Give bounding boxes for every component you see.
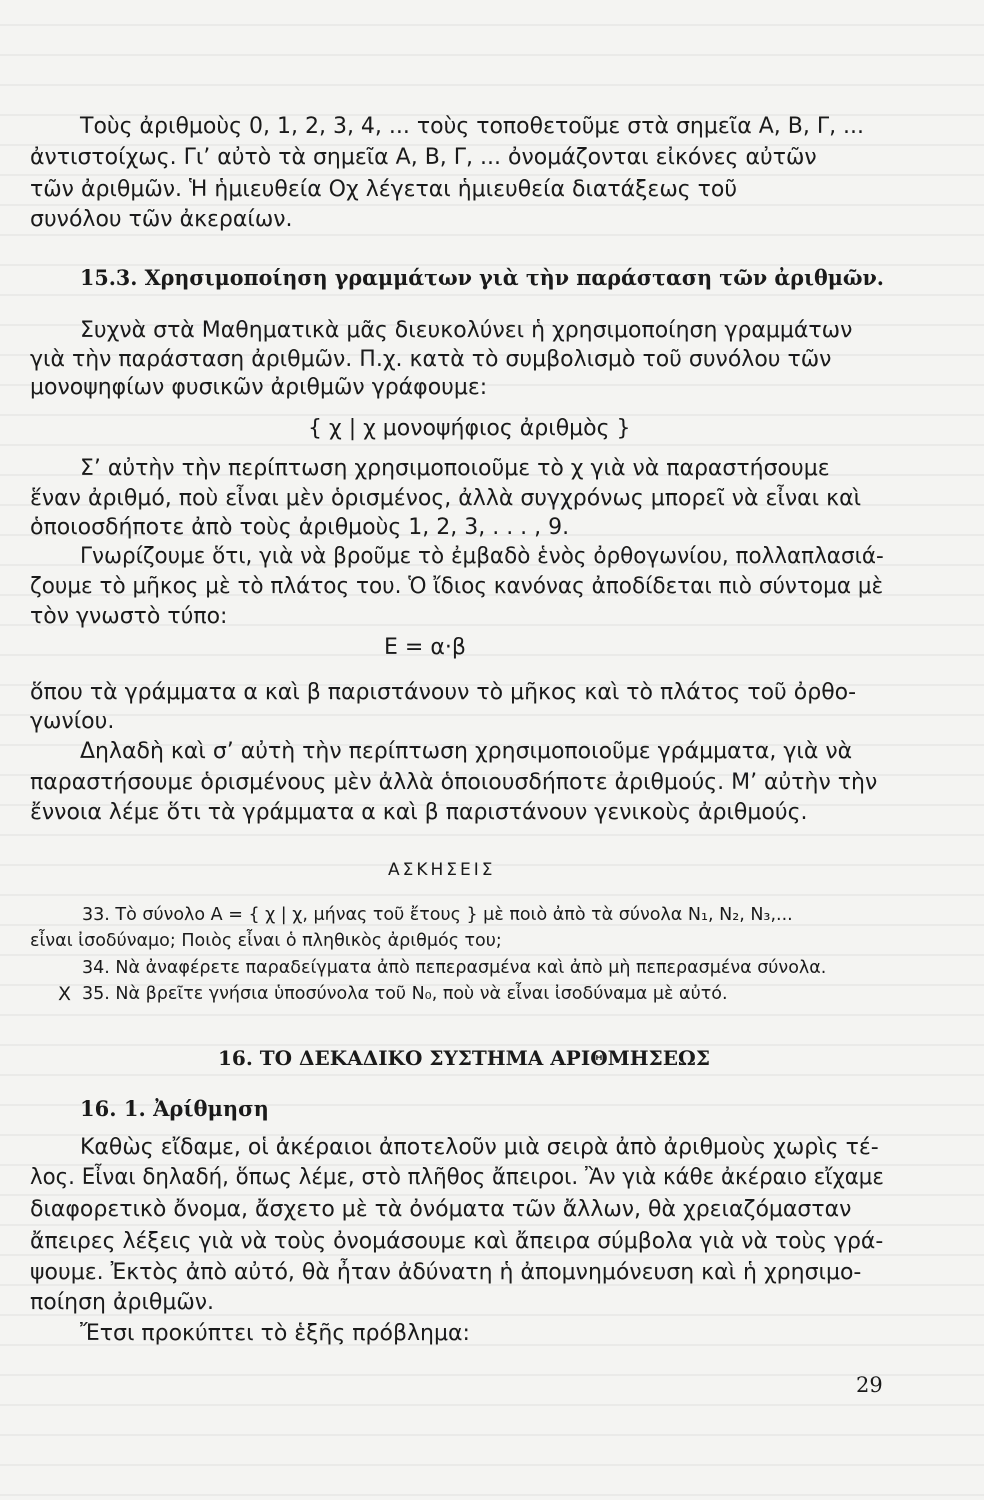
text-line: ψουμε. Ἐκτὸς ἀπὸ αὐτό, θὰ ἦταν ἀδύνατη ἡ ἀπομνημόνευση καὶ ἡ χρησιμο- bbox=[30, 1260, 862, 1285]
section-heading-15-3: 15.3. Χρησιμοποίηση γραμμάτων γιὰ τὴν παράσταση τῶν ἀριθμῶν. bbox=[80, 265, 885, 290]
text-line: τῶν ἀριθμῶν. Ἡ ἡμιευθεία Οχ λέγεται ἡμιευθεία διατάξεως τοῦ bbox=[30, 177, 738, 202]
text-line: Ἔτσι προκύπτει τὸ ἑξῆς πρόβλημα: bbox=[80, 1321, 470, 1346]
text-line: ποίηση ἀριθμῶν. bbox=[30, 1290, 215, 1315]
set-notation: { χ | χ μονοψήφιος ἀριθμὸς } bbox=[308, 416, 631, 441]
area-formula: Ε = α·β bbox=[384, 635, 466, 660]
text-line: διαφορετικὸ ὄνομα, ἄσχετο μὲ τὰ ὀνόματα τῶν ἄλλων, θὰ χρειαζόμασταν bbox=[30, 1197, 852, 1222]
text-line: ζουμε τὸ μῆκος μὲ τὸ πλάτος του. Ὁ ἴδιος κανόνας ἀποδίδεται πιὸ σύντομα μὲ bbox=[30, 574, 884, 599]
text-line: γωνίου. bbox=[30, 709, 115, 734]
text-line: ἀντιστοίχως. Γι’ αὐτὸ τὰ σημεῖα Α, Β, Γ, ... ὀνομάζονται εἰκόνες αὐτῶν bbox=[30, 145, 817, 170]
exercises-title: ΑΣΚΗΣΕΙΣ bbox=[388, 860, 496, 880]
text-line: Δηλαδὴ καὶ σ’ αὐτὴ τὴν περίπτωση χρησιμοποιοῦμε γράμματα, γιὰ νὰ bbox=[80, 739, 853, 764]
section-heading-16-1: 16. 1. Ἀρίθμηση bbox=[80, 1096, 269, 1121]
exercise-34: 34. Νὰ ἀναφέρετε παραδείγματα ἀπὸ πεπερασμένα καὶ ἀπὸ μὴ πεπερασμένα σύνολα. bbox=[82, 958, 827, 978]
exercise-33-cont: εἶναι ἰσοδύναμο; Ποιὸς εἶναι ὁ πληθικὸς ἀριθμός του; bbox=[30, 931, 502, 951]
text-line: Γνωρίζουμε ὅτι, γιὰ νὰ βροῦμε τὸ ἐμβαδὸ ἑνὸς ὀρθογωνίου, πολλαπλασιά- bbox=[80, 544, 884, 569]
text-line: Τοὺς ἀριθμοὺς 0, 1, 2, 3, 4, ... τοὺς τοποθετοῦμε στὰ σημεῖα Α, Β, Γ, ... bbox=[80, 114, 865, 139]
text-line: λος. Εἶναι δηλαδή, ὅπως λέμε, στὸ πλῆθος ἄπειροι. Ἂν γιὰ κάθε ἀκέραιο εἴχαμε bbox=[30, 1165, 884, 1190]
text-line: γιὰ τὴν παράσταση ἀριθμῶν. Π.χ. κατὰ τὸ συμβολισμὸ τοῦ συνόλου τῶν bbox=[30, 347, 832, 372]
exercise-35: 35. Νὰ βρεῖτε γνήσια ὑποσύνολα τοῦ Ν₀, ποὺ νὰ εἶναι ἰσοδύναμα μὲ αὐτό. bbox=[82, 984, 728, 1004]
text-line: Συχνὰ στὰ Μαθηματικὰ μᾶς διευκολύνει ἡ χρησιμοποίηση γραμμάτων bbox=[80, 318, 853, 343]
text-line: τὸν γνωστὸ τύπο: bbox=[30, 604, 228, 629]
text-line: μονοψηφίων φυσικῶν ἀριθμῶν γράφουμε: bbox=[30, 375, 488, 400]
text-line: ὁποιοσδήποτε ἀπὸ τοὺς ἀριθμοὺς 1, 2, 3, . . . , 9. bbox=[30, 515, 570, 540]
text-line: συνόλου τῶν ἀκεραίων. bbox=[30, 207, 293, 232]
text-line: ἄπειρες λέξεις γιὰ νὰ τοὺς ὀνομάσουμε καὶ ἄπειρα σύμβολα γιὰ νὰ τοὺς γρά- bbox=[30, 1229, 884, 1254]
chapter-heading-16: 16. ΤΟ ΔΕΚΑΔΙΚΟ ΣΥΣΤΗΜΑ ΑΡΙΘΜΗΣΕΩΣ bbox=[218, 1046, 710, 1070]
text-line: ὅπου τὰ γράμματα α καὶ β παριστάνουν τὸ μῆκος καὶ τὸ πλάτος τοῦ ὀρθο- bbox=[30, 680, 857, 705]
handwritten-mark: Χ bbox=[58, 983, 72, 1005]
text-line: Καθὼς εἴδαμε, οἱ ἀκέραιοι ἀποτελοῦν μιὰ σειρὰ ἀπὸ ἀριθμοὺς χωρὶς τέ- bbox=[80, 1135, 879, 1160]
text-line: ἕναν ἀριθμό, ποὺ εἶναι μὲν ὁρισμένος, ἀλλὰ συγχρόνως μπορεῖ νὰ εἶναι καὶ bbox=[30, 486, 862, 511]
text-line: Σ’ αὐτὴν τὴν περίπτωση χρησιμοποιοῦμε τὸ χ γιὰ νὰ παραστήσουμε bbox=[80, 456, 830, 481]
page-number: 29 bbox=[856, 1373, 883, 1397]
exercise-33: 33. Τὸ σύνολο Α = { χ | χ, μήνας τοῦ ἔτους } μὲ ποιὸ ἀπὸ τὰ σύνολα Ν₁, Ν₂, Ν₃,... bbox=[82, 905, 793, 925]
text-line: ἔννοια λέμε ὅτι τὰ γράμματα α καὶ β παριστάνουν γενικοὺς ἀριθμούς. bbox=[30, 800, 808, 825]
text-line: παραστήσουμε ὁρισμένους μὲν ἀλλὰ ὁποιουσδήποτε ἀριθμούς. Μ’ αὐτὴν τὴν bbox=[30, 770, 878, 795]
